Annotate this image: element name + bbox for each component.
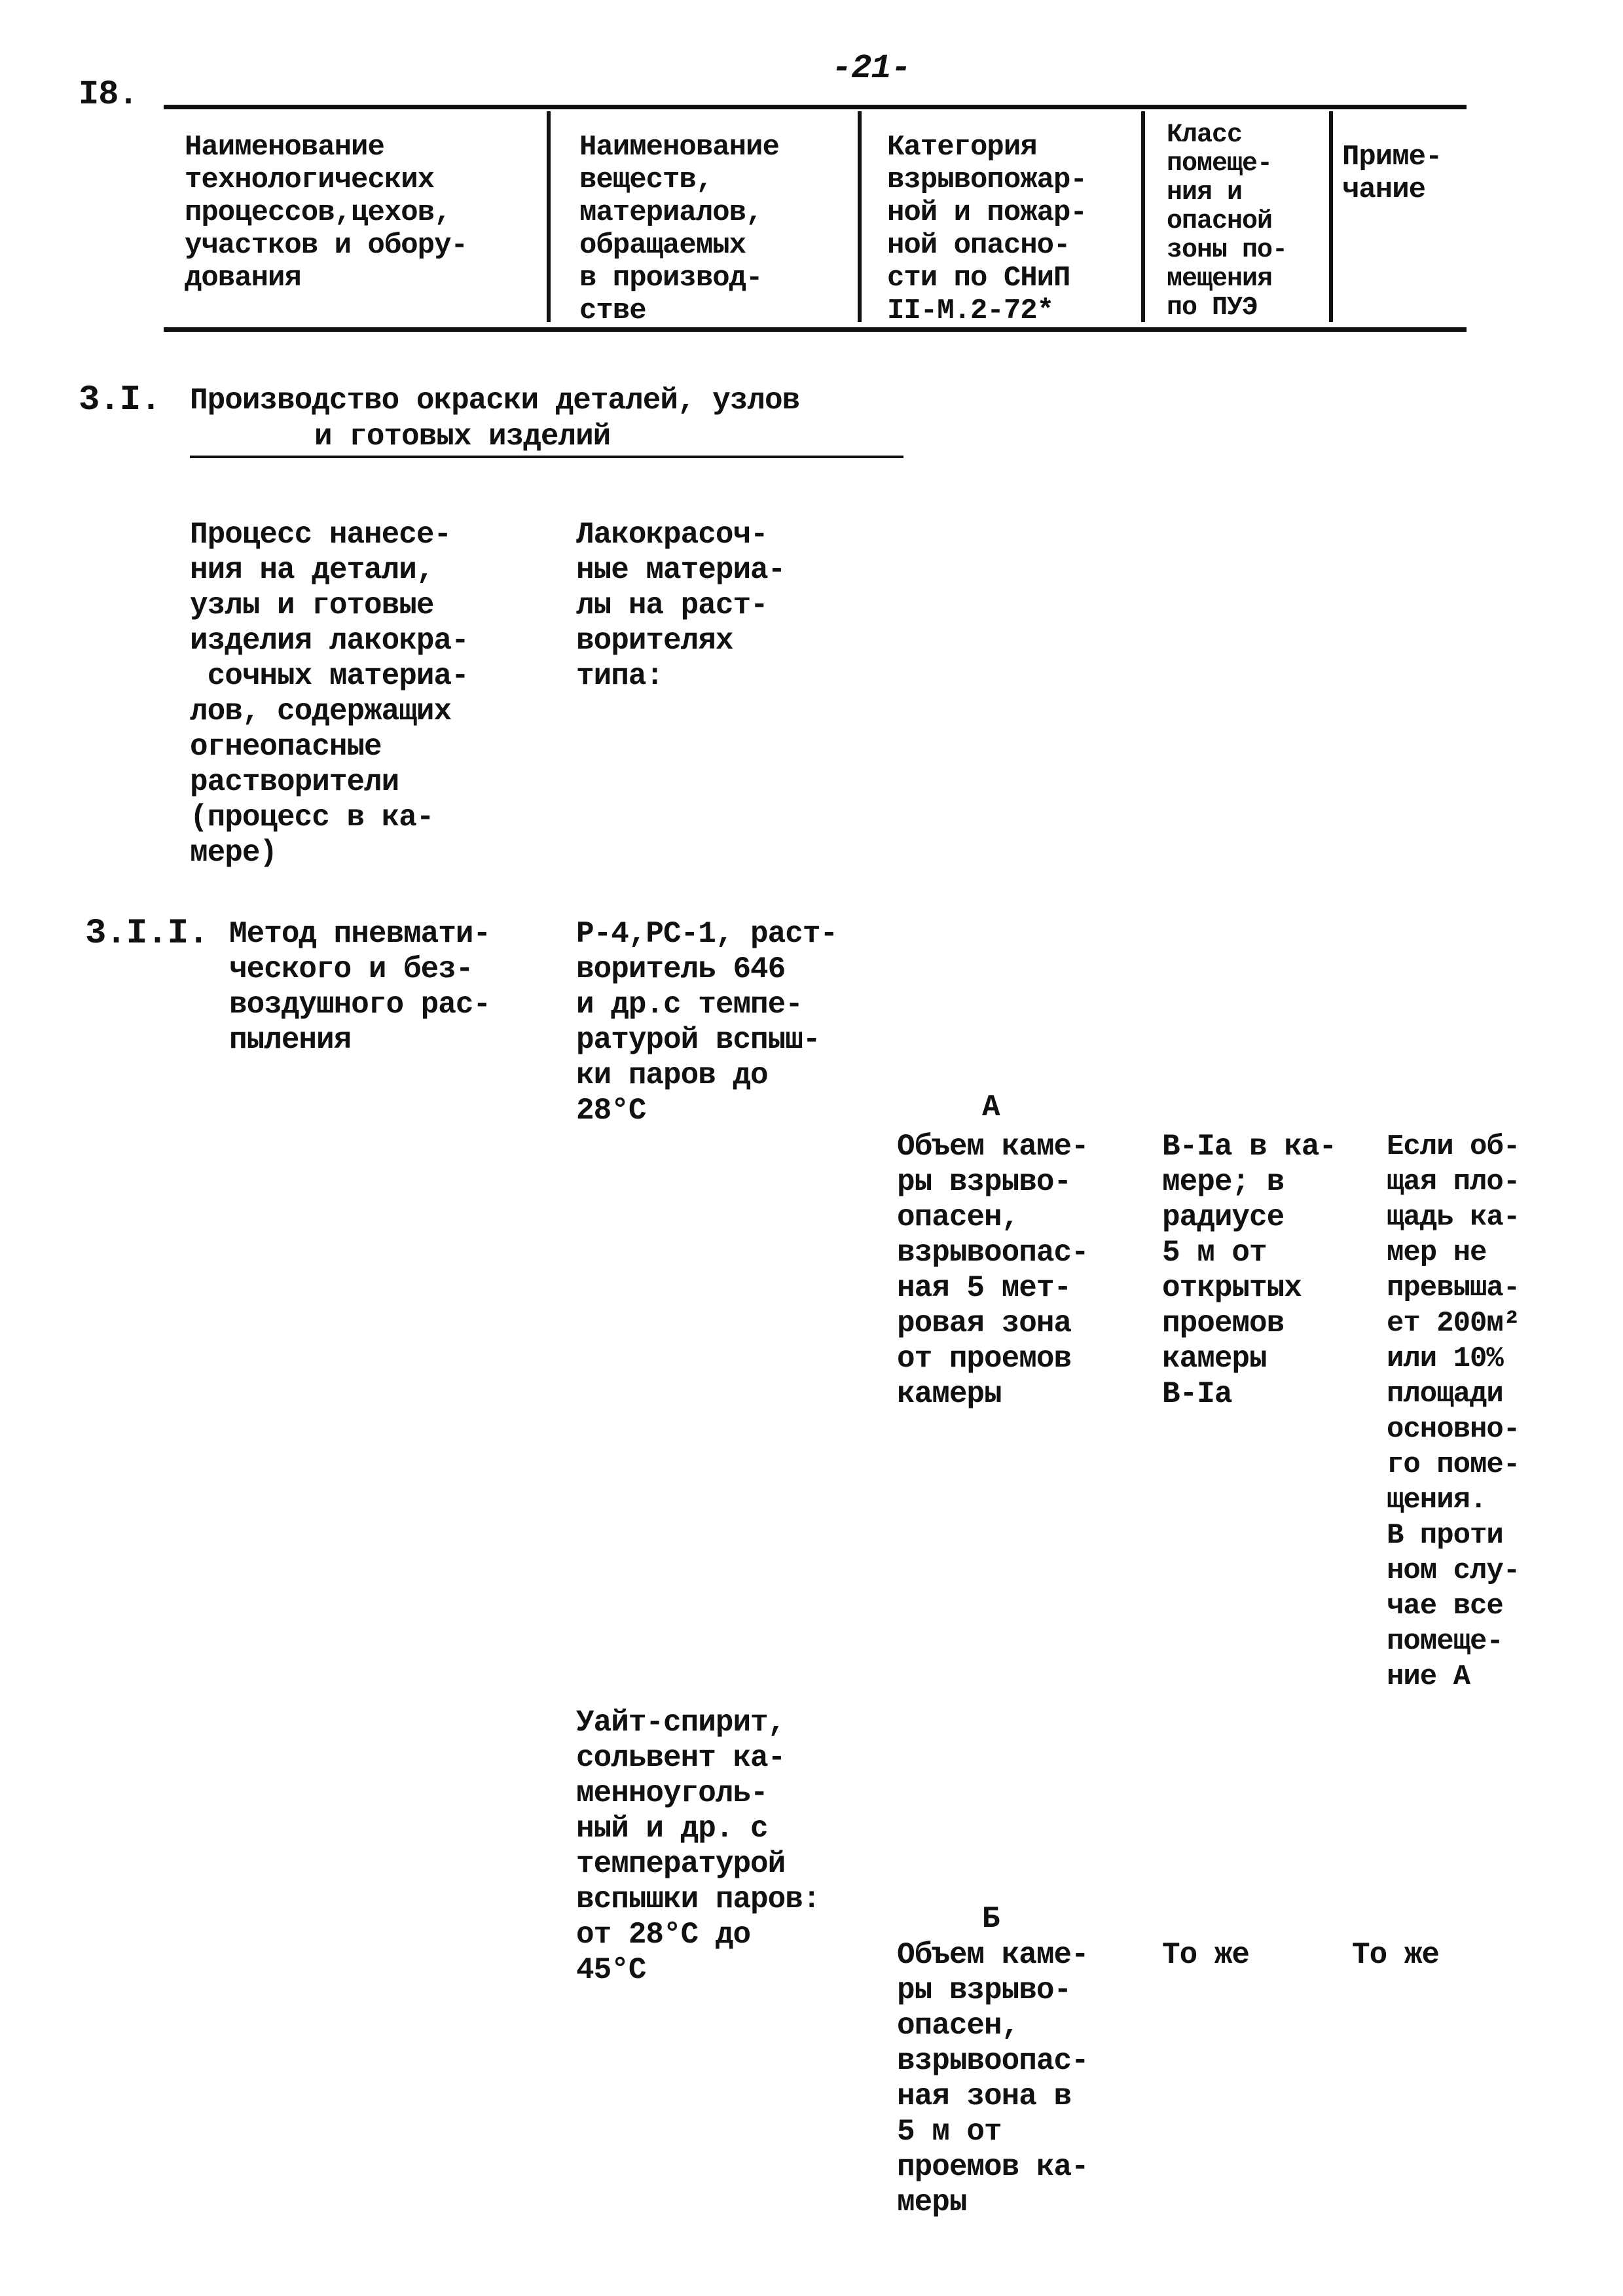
subsection-number: 3.I.I. — [85, 914, 209, 954]
row2-category-letter: Б — [982, 1902, 1000, 1936]
column-divider-1 — [547, 111, 551, 322]
header-category: Категория взрывопожар- ной и пожар- ной опасно- сти по СНиП II-М.2-72* — [887, 131, 1087, 327]
header-substances: Наименование веществ, материалов, обращаемых в производ- стве — [579, 131, 779, 327]
header-bottom-rule — [164, 327, 1467, 332]
section-number: 3.I. — [79, 380, 161, 420]
process-description: Процесс нанесе- ния на детали, узлы и готовые изделия лакокра- сочных материа- лов, содержащих огнеопасные растворители (процесс в ка- мере) — [190, 518, 469, 870]
row1-class-text: В-Iа в ка- мере; в радиусе 5 м от открытых проемов камеры В-Iа — [1162, 1130, 1337, 1411]
row2-class-text: То же — [1162, 1938, 1250, 1972]
section-title-line1: Производство окраски деталей, узлов — [190, 384, 800, 418]
header-note: Приме- чание — [1342, 141, 1442, 206]
row1-category-text: Объем каме- ры взрыво- опасен, взрывоопас- ная 5 мет- ровая зона от проемов камеры — [897, 1130, 1089, 1411]
margin-number: I8. — [79, 75, 138, 114]
section-title-line2: и готовых изделий — [314, 420, 611, 454]
row2-category-text: Объем каме- ры взрыво- опасен, взрывоопас- ная зона в 5 м от проемов ка- меры — [897, 1938, 1089, 2219]
row2-substance: Уайт-спирит, сольвент ка- менноуголь- ный и др. с температурой вспышки паров: от 28°С до 45°С — [576, 1706, 820, 1987]
column-divider-2 — [858, 111, 862, 322]
column-divider-3 — [1141, 111, 1145, 322]
materials-description: Лакокрасоч- ные материа- лы на раст- ворителях типа: — [576, 518, 786, 693]
header-top-rule — [164, 105, 1467, 109]
row1-note-text: Если об- щая пло- щадь ка- мер не превыша- ет 200м² или 10% площади основно- го поме- щения. В проти ном слу- чае все помеще- ние А — [1387, 1130, 1520, 1693]
method-description: Метод пневмати- ческого и без- воздушного рас- пыления — [229, 917, 491, 1057]
header-class: Класс помеще- ния и опасной зоны по- мещения по ПУЭ — [1167, 120, 1288, 323]
column-divider-4 — [1329, 111, 1333, 322]
row1-substance: Р-4,РС-1, раст- воритель 646 и др.с темпе- ратурой вспыш- ки паров до 28°С — [576, 917, 838, 1128]
section-title-underline — [190, 456, 903, 458]
row1-category-letter: А — [982, 1090, 1000, 1124]
page-number: -21- — [831, 49, 911, 88]
row2-note-text: То же — [1352, 1938, 1440, 1972]
header-processes: Наименование технологических процессов,цехов, участков и обору- дования — [185, 131, 467, 295]
